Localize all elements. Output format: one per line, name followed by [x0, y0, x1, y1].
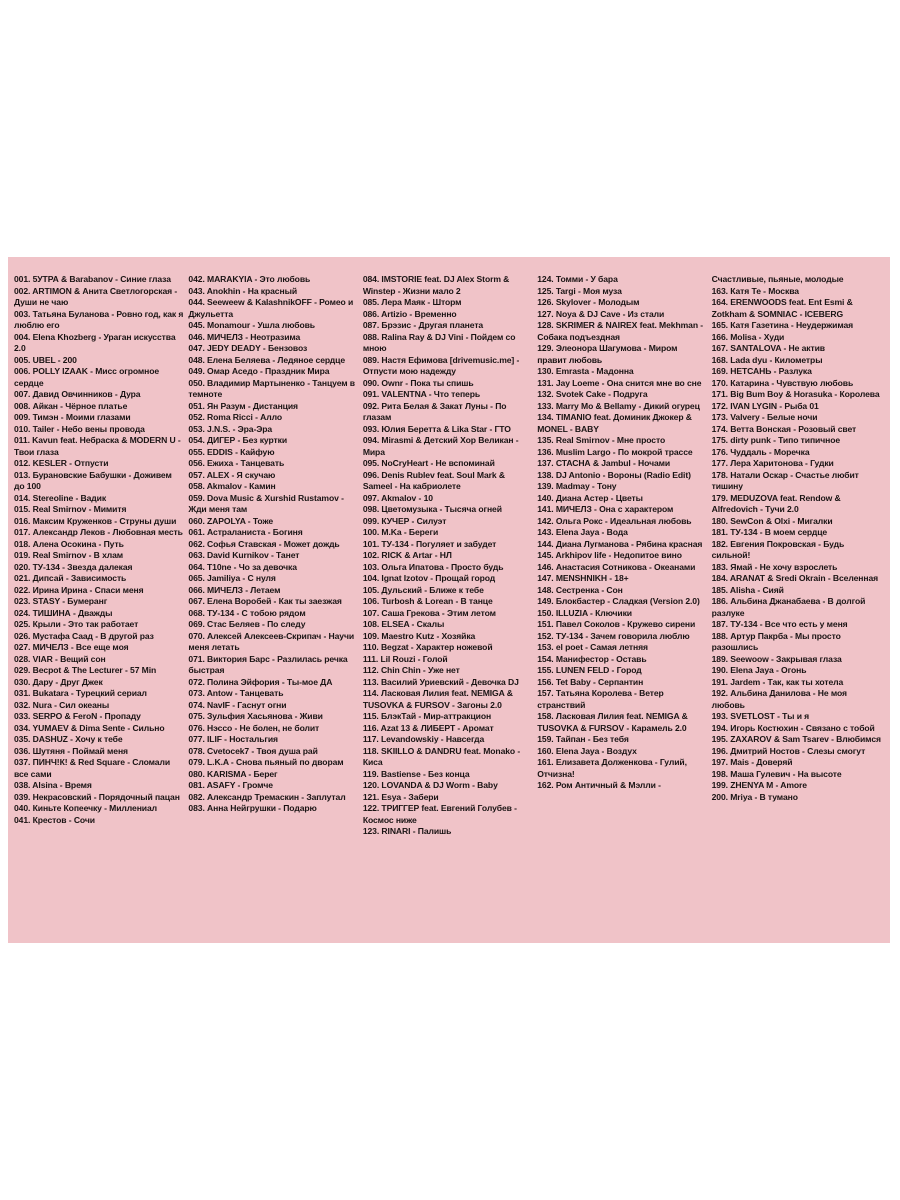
track-entry: Счастливые, пьяные, молодые — [711, 274, 844, 284]
track-entry: 131. Jay Loeme - Она снится мне во сне — [537, 377, 702, 388]
track-entry: 098. Цветомузыка - Тысяча огней — [362, 504, 502, 514]
track-entry: 083. Анна Нейгрушки - Подарю — [188, 803, 317, 813]
track-entry: 031. Bukatara - Турецкий сериал — [14, 688, 147, 698]
track-entry: 111. Lil Rouzi - Голой — [362, 653, 448, 664]
track-entry: 033. SERPO & FeroN - Пропаду — [14, 711, 141, 721]
track-entry: 055. EDDIS - Кайфую — [188, 446, 275, 457]
track-entry: 002. ARTIMON & Анита Светлогорская - Души не чаю — [14, 285, 178, 307]
track-entry: 081. ASAFY - Громче — [188, 780, 273, 790]
track-entry: 022. Ирина Ирина - Спаси меня — [14, 584, 144, 595]
track-entry: 184. ARANAT & Sredi Okrain - Вселенная — [711, 573, 879, 583]
track-entry: 188. Артур Пакрба - Мы просто разошлись — [711, 630, 841, 652]
track-entry: 146. Анастасия Сотникова - Океанами — [537, 561, 696, 572]
track-entry: 112. Chin Chin - Уже нет — [362, 665, 460, 675]
track-entry: 126. Skylover - Молодым — [537, 297, 640, 307]
track-entry: 023. STASY - Бумеранг — [14, 596, 108, 606]
track-entry: 171. Big Bum Boy & Horasuka - Королева — [711, 389, 880, 399]
track-entry: 065. Jamiliya - С нуля — [188, 573, 276, 583]
track-entry: 024. ТИШИНА - Дважды — [14, 607, 113, 618]
track-entry: 006. POLLY IZAAK - Мисс огромное сердце — [14, 366, 160, 388]
track-entry: 170. Катарина - Чувствую любовь — [711, 377, 854, 388]
track-entry: 100. M.Ka - Береги — [362, 527, 439, 537]
track-entry: 013. Бурановские Бабушки - Доживем до 100 — [14, 469, 172, 491]
track-entry: 198. Маша Гулевич - На высоте — [711, 768, 842, 779]
track-entry: 179. MEDUZOVA feat. Rendow & Alfredovich - Тучи 2.0 — [711, 492, 841, 514]
track-entry: 048. Елена Беляева - Ледяное сердце — [188, 354, 346, 365]
track-entry: 169. НЕТСАНЬ - Разлука — [711, 366, 812, 376]
track-entry: 010. Tailer - Небо вены провода — [14, 423, 145, 434]
track-entry: 106. Turbosh & Lorean - В танце — [362, 596, 493, 606]
track-entry: 061. Астраланиста - Богиня — [188, 527, 303, 537]
track-entry: 107. Саша Грекова - Этим летом — [362, 607, 496, 618]
track-entry: 099. КУЧЕР - Силуэт — [362, 515, 447, 526]
track-entry: 133. Marry Mo & Bellamy - Дикий огурец — [537, 400, 700, 411]
track-entry: 046. МИЧЕЛЗ - Неотразима — [188, 331, 301, 342]
track-entry: 009. Тимэн - Моими глазами — [14, 412, 131, 422]
track-entry: 192. Альбина Данилова - Не моя любовь — [711, 688, 847, 710]
track-entry: 072. Полина Эйфория - Ты-мое ДА — [188, 676, 333, 687]
tracklist-column-3 — [363, 274, 537, 838]
track-entry: 172. IVAN LYGIN - Рыба 01 — [711, 400, 819, 411]
track-entry: 050. Владимир Мартыненко - Танцуем в темноте — [188, 377, 355, 399]
track-entry: 087. Брэзис - Другая планета — [362, 320, 484, 330]
track-entry: 085. Лера Маяк - Шторм — [362, 297, 462, 307]
track-entry: 137. СТАСНА & Jambul - Ночами — [537, 458, 671, 468]
track-list — [712, 274, 886, 803]
track-entry: 054. ДИГЕР - Без куртки — [188, 435, 288, 445]
track-entry: 194. Игорь Костюхин - Связано с тобой — [711, 722, 875, 733]
track-entry: 042. MARAKYIA - Это любовь — [188, 274, 311, 284]
track-entry: 189. Seewoow - Закрывая глаза — [711, 653, 842, 664]
track-entry: 093. Юлия Беретта & Lika Star - ГТО — [362, 423, 511, 434]
track-entry: 174. Ветта Вонская - Розовый свет — [711, 423, 857, 434]
track-entry: 034. YUMAEV & Dima Sente - Сильно — [14, 722, 165, 733]
track-entry: 026. Мустафа Саад - В другой раз — [14, 630, 154, 641]
track-list — [363, 274, 537, 838]
track-entry: 186. Альбина Джанабаева - В долгой разлуке — [711, 596, 866, 618]
track-entry: 193. SVETLOST - Ты и я — [711, 711, 810, 721]
track-entry: 056. Ежиха - Танцевать — [188, 458, 285, 468]
track-entry: 148. Сестренка - Сон — [537, 584, 623, 595]
track-entry: 103. Ольга Ипатова - Просто будь — [362, 561, 504, 572]
track-entry: 060. ZAPOLYA - Тоже — [188, 515, 274, 526]
track-entry: 140. Диана Астер - Цветы — [537, 492, 643, 503]
track-entry: 018. Алена Осокина - Путь — [14, 538, 124, 549]
track-entry: 114. Ласковая Лилия feat. NEMIGA & TUSOVKA & FURSOV - Загоны 2.0 — [362, 688, 513, 710]
tracklist-column-5 — [712, 274, 886, 838]
track-entry: 113. Василий Уриевский - Девочка DJ — [362, 676, 519, 687]
track-entry: 073. Antow - Танцевать — [188, 688, 284, 698]
track-entry: 091. VALENTNA - Что теперь — [362, 389, 481, 399]
track-entry: 145. Arkhipov life - Недопитое вино — [537, 550, 682, 560]
track-list — [188, 274, 362, 815]
track-entry: 028. VIAR - Вещий сон — [14, 653, 106, 664]
track-entry: 063. David Kurnikov - Танет — [188, 550, 300, 560]
track-entry: 059. Dova Music & Xurshid Rustamov - Жди меня там — [188, 492, 344, 514]
track-entry: 117. Levandowskiy - Навсегда — [362, 734, 485, 744]
track-entry: 176. Чуддаль - Моречка — [711, 446, 810, 457]
track-entry: 191. Jardem - Так, как ты хотела — [711, 676, 844, 687]
track-entry: 136. Muslim Largo - По мокрой трассе — [537, 446, 693, 457]
track-entry: 038. Alsina - Время — [14, 780, 92, 790]
track-entry: 094. Mirasmi & Детский Хор Великан - Мира — [362, 435, 519, 457]
track-entry: 157. Татьяна Королева - Ветер странствий — [537, 688, 664, 710]
track-entry: 045. Monamour - Ушла любовь — [188, 320, 315, 330]
track-entry: 167. SANTALOVA - Не актив — [711, 343, 825, 353]
track-entry: 200. Mriya - В тумано — [711, 791, 798, 802]
track-entry: 150. ILLUZIA - Ключики — [537, 607, 632, 618]
track-entry: 108. ELSEA - Скалы — [362, 619, 445, 629]
track-entry: 003. Татьяна Буланова - Ровно год, как я люблю его — [14, 308, 184, 330]
track-entry: 004. Elena Khozberg - Ураган искусства 2.0 — [14, 331, 176, 353]
track-entry: 078. Cvetocek7 - Твоя душа рай — [188, 745, 318, 756]
track-entry: 012. KESLER - Отпусти — [14, 458, 109, 468]
tracklist-column-4 — [537, 274, 711, 838]
track-entry: 115. БлэкТай - Мир-аттракцион — [362, 711, 492, 721]
track-entry: 089. Настя Ефимова [drivemusic.me] - Отпусти мою надежду — [362, 354, 520, 376]
track-entry: 084. IMSTORIE feat. DJ Alex Storm & Winstep - Жизни мало 2 — [362, 274, 510, 296]
track-entry: 180. SewCon & Olxi - Мигалки — [711, 515, 833, 526]
track-entry: 134. TIMANIO feat. Доминик Джокер & MONEL - BABY — [537, 412, 692, 434]
track-entry: 040. Киньте Копеечку - Миллениал — [14, 803, 158, 813]
track-entry: 154. Манифестор - Оставь — [537, 653, 647, 664]
track-entry: 149. Блокбастер - Сладкая (Version 2.0) — [537, 596, 700, 606]
track-entry: 047. JEDY DEADY - Бензовоз — [188, 343, 308, 353]
track-entry: 092. Рита Белая & Закат Луны - По глазам — [362, 400, 507, 422]
track-entry: 164. ERENWOODS feat. Ent Esmi & Zotkham & SOMNIAC - ICEBERG — [711, 297, 853, 319]
track-entry: 001. 5УТРА & Barabanov - Синие глаза — [14, 274, 171, 284]
track-entry: 132. Svotek Cake - Подруга — [537, 389, 648, 399]
track-entry: 168. Lada dyu - Километры — [711, 354, 823, 365]
track-entry: 096. Denis Rublev feat. Soul Mark & Sameel - На кабриолете — [362, 469, 505, 491]
track-entry: 008. Айкан - Чёрное платье — [14, 400, 128, 411]
track-entry: 178. Натали Оскар - Счастье любит тишину — [711, 469, 859, 491]
track-entry: 049. Омар Аседо - Праздник Мира — [188, 366, 330, 376]
track-entry: 035. DASHUZ - Хочу к тебе — [14, 734, 123, 744]
tracklist-card — [8, 257, 890, 943]
track-entry: 014. Stereoline - Вадик — [14, 492, 107, 503]
track-entry: 177. Лера Харитонова - Гудки — [711, 458, 834, 468]
track-entry: 173. Valvery - Белые ночи — [711, 412, 818, 422]
track-entry: 082. Александр Тремаскин - Заплутал — [188, 791, 346, 802]
track-entry: 066. МИЧЕЛЗ - Летаем — [188, 584, 281, 595]
track-entry: 121. Esya - Забери — [362, 791, 439, 802]
track-entry: 090. Ownr - Пока ты спишь — [362, 377, 474, 388]
track-entry: 129. Элеонора Шагумова - Миром правит любовь — [537, 343, 678, 365]
track-entry: 057. ALEX - Я скучаю — [188, 469, 276, 480]
track-entry: 086. Artizio - Временно — [362, 308, 457, 319]
track-entry: 064. T10ne - Чо за девочка — [188, 561, 297, 572]
track-entry: 127. Noya & DJ Cave - Из стали — [537, 308, 665, 319]
track-entry: 161. Елизавета Долженкова - Гулий, Отчизна! — [537, 757, 687, 779]
track-entry: 166. Molisa - Худи — [711, 331, 785, 342]
track-entry: 152. ТУ-134 - Зачем говорила люблю — [537, 630, 690, 641]
track-entry: 123. RINARI - Палишь — [362, 826, 452, 836]
track-entry: 135. Real Smirnov - Мне просто — [537, 435, 666, 445]
track-entry: 141. МИЧЕЛЗ - Она с характером — [537, 504, 674, 514]
track-entry: 011. Kavun feat. Небраска & MODERN U - Твои глаза — [14, 435, 181, 457]
track-entry: 021. Дипсай - Зависимость — [14, 573, 127, 583]
track-entry: 069. Стас Беляев - По следу — [188, 619, 306, 629]
track-entry: 120. LOVANDA & DJ Worm - Baby — [362, 780, 498, 790]
track-entry: 118. SKIILLO & DANDRU feat. Monako - Киса — [362, 745, 521, 767]
track-entry: 183. Ямай - Не хочу взрослеть — [711, 561, 838, 572]
track-entry: 007. Давид Овчинников - Дура — [14, 389, 141, 399]
track-entry: 104. Ignat Izotov - Прощай город — [362, 573, 496, 583]
track-entry: 190. Elena Jaya - Огонь — [711, 665, 807, 675]
track-entry: 077. ILIF - Ностальгия — [188, 734, 278, 744]
track-entry: 017. Александр Леков - Любовная месть — [14, 527, 183, 537]
track-entry: 074. NavIF - Гаснут огни — [188, 699, 287, 710]
track-entry: 039. Некрасовский - Порядочный пацан — [14, 791, 180, 802]
track-entry: 144. Диана Лугманова - Рябина красная — [537, 538, 703, 549]
track-entry: 119. Bastiense - Без конца — [362, 768, 470, 779]
track-entry: 175. dirty punk - Типо типичное — [711, 435, 841, 445]
track-entry: 182. Евгения Покровская - Будь сильной! — [711, 538, 845, 560]
track-entry: 125. Targi - Моя муза — [537, 285, 622, 296]
track-entry: 181. ТУ-134 - В моем сердце — [711, 527, 828, 537]
track-entry: 187. ТУ-134 - Все что есть у меня — [711, 619, 848, 629]
track-entry: 025. Крыли - Это так работает — [14, 619, 139, 629]
track-entry: 070. Алексей Алексеев-Скрипач - Научи меня летать — [188, 630, 355, 652]
track-entry: 062. Софья Ставская - Может дождь — [188, 538, 340, 549]
track-entry: 162. Ром Античный & Мэлли - — [537, 780, 661, 790]
track-entry: 130. Emrasta - Мадонна — [537, 366, 634, 376]
track-entry: 051. Ян Разум - Дистанция — [188, 400, 298, 411]
track-entry: 076. Нэссо - Не болен, не болит — [188, 722, 320, 733]
track-entry: 058. Akmalov - Камин — [188, 481, 276, 491]
track-entry: 185. Alisha - Сияй — [711, 584, 784, 595]
track-entry: 079. L.K.A - Снова пьяный по дворам — [188, 757, 344, 767]
track-entry: 142. Ольга Рокс - Идеальная любовь — [537, 515, 692, 526]
tracklist-columns — [14, 274, 886, 838]
track-entry: 019. Real Smirnov - В хлам — [14, 550, 124, 560]
track-entry: 159. Тайпан - Без тебя — [537, 734, 629, 744]
track-entry: 105. Дульский - Ближе к тебе — [362, 584, 484, 595]
track-entry: 102. RICK & Artar - НЛ — [362, 550, 452, 560]
track-entry: 122. ТРИГГЕР feat. Евгений Голубев - Космос ниже — [362, 803, 517, 825]
track-entry: 020. ТУ-134 - Звезда далекая — [14, 561, 133, 572]
track-entry: 197. Mais - Доверяй — [711, 757, 793, 767]
track-entry: 163. Катя Те - Москва — [711, 285, 799, 296]
track-entry: 005. UBEL - 200 — [14, 354, 77, 365]
track-entry: 075. Зульфия Хасьянова - Живи — [188, 711, 323, 721]
track-entry: 043. Anokhin - На красный — [188, 285, 298, 296]
track-entry: 109. Maestro Kutz - Хозяйка — [362, 630, 476, 641]
track-entry: 068. ТУ-134 - С тобою рядом — [188, 607, 306, 618]
track-entry: 147. MENSHNIKH - 18+ — [537, 573, 629, 583]
track-entry: 139. Madmay - Тону — [537, 481, 617, 491]
track-entry: 027. МИЧЕЛЗ - Все еще моя — [14, 642, 129, 652]
track-entry: 053. J.N.S. - Эра-Эра — [188, 423, 273, 434]
track-list — [14, 274, 188, 826]
track-entry: 071. Виктория Барс - Разлилась речка быстрая — [188, 653, 348, 675]
track-entry: 124. Томми - У бара — [537, 274, 618, 284]
track-entry: 195. ZAXAROV & Sam Tsarev - Влюбимся — [711, 734, 881, 744]
track-entry: 016. Максим Круженков - Струны души — [14, 515, 177, 526]
track-entry: 080. KARISMA - Берег — [188, 768, 278, 779]
track-entry: 138. DJ Antonio - Вороны (Radio Edit) — [537, 469, 691, 480]
track-entry: 015. Real Smirnov - Мимитя — [14, 504, 127, 514]
track-entry: 158. Ласковая Лилия feat. NEMIGA & TUSOVKA & FURSOV - Карамель 2.0 — [537, 711, 688, 733]
track-entry: 067. Елена Воробей - Как ты заезжая — [188, 596, 342, 606]
track-entry: 199. ZHENYA M - Amore — [711, 780, 807, 790]
track-entry: 097. Akmalov - 10 — [362, 492, 433, 503]
track-entry: 156. Tet Baby - Серпантин — [537, 676, 644, 687]
track-list — [537, 274, 711, 792]
track-entry: 041. Крестов - Сочи — [14, 814, 95, 825]
track-entry: 032. Nura - Сил океаны — [14, 699, 110, 710]
track-entry: 116. Azat 13 & ЛИБЕРТ - Аромат — [362, 722, 494, 733]
track-entry: 151. Павел Соколов - Кружево сирени — [537, 619, 696, 629]
track-entry: 153. el poet - Самая летняя — [537, 642, 648, 652]
tracklist-column-1 — [14, 274, 188, 838]
track-entry: 036. Шутяня - Поймай меня — [14, 745, 128, 756]
track-entry: 029. Becpot & The Lecturer - 57 Min — [14, 665, 157, 675]
track-entry: 095. NoCryHeart - Не вспоминай — [362, 458, 495, 468]
track-entry: 160. Elena Jaya - Воздух — [537, 745, 637, 756]
track-entry: 037. ПИНЧ!К! & Red Square - Сломали все сами — [14, 757, 171, 779]
tracklist-column-2 — [188, 274, 362, 838]
track-entry: 128. SKRIMER & NAIREX feat. Mekhman - Собака подъездная — [537, 320, 704, 342]
track-entry: 196. Дмитрий Ностов - Слезы смогут — [711, 745, 866, 756]
track-entry: 165. Катя Газетина - Неудержимая — [711, 320, 854, 330]
track-entry: 110. Begzat - Характер ножевой — [362, 642, 493, 652]
track-entry: 030. Дару - Друг Джек — [14, 676, 103, 687]
track-entry: 088. Ralina Ray & DJ Vini - Пойдем со мною — [362, 331, 516, 353]
track-entry: 155. LUNEN FELD - Город — [537, 665, 642, 675]
track-entry: 143. Elena Jaya - Вода — [537, 527, 628, 537]
track-entry: 101. ТУ-134 - Погуляет и забудет — [362, 538, 497, 549]
track-entry: 044. Seeweew & KalashnikOFF - Ромео и Джульетта — [188, 297, 354, 319]
track-entry: 052. Roma Ricci - Алло — [188, 412, 283, 422]
